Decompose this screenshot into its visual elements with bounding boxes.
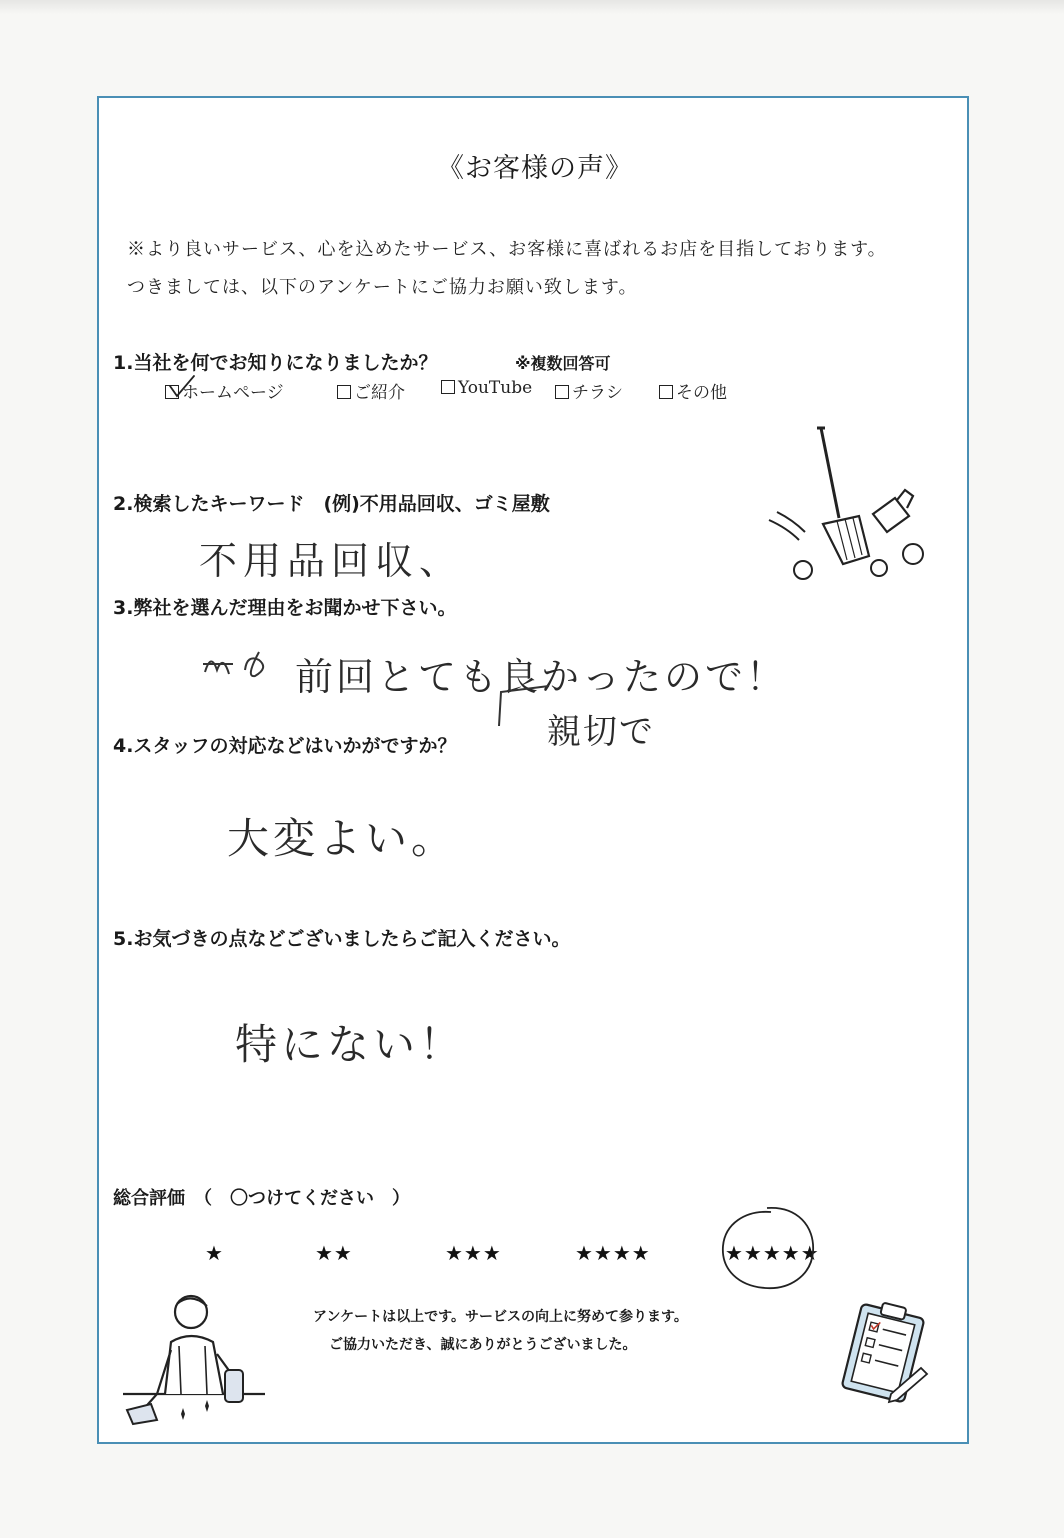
rating-3-stars[interactable]: ★★★	[445, 1241, 502, 1265]
survey-sheet	[97, 96, 969, 1444]
answer-3-insertion[interactable]: 親切で	[547, 712, 655, 752]
closing-line-2: ご協力いただき、誠にありがとうございました。	[329, 1337, 637, 1353]
answer-2-handwritten[interactable]: 不用品回収、	[199, 539, 464, 583]
intro-line-2: つきましては、以下のアンケートにご協力お願い致します。	[127, 277, 638, 298]
answer-5-handwritten[interactable]: 特にない！	[235, 1020, 466, 1069]
checkbox-referral[interactable]	[337, 385, 351, 399]
option-referral[interactable]	[337, 378, 405, 403]
question-3-label: 3.弊社を選んだ理由をお聞かせ下さい。	[113, 597, 457, 619]
question-1-note: ※複数回答可	[515, 354, 611, 373]
intro-line-1: ※より良いサービス、心を込めたサービス、お客様に喜ばれるお店を目指しております。	[127, 239, 887, 260]
option-flyer[interactable]	[555, 378, 623, 403]
option-flyer-label: チラシ	[572, 383, 623, 403]
page-title: 《お客様の声》	[437, 153, 633, 184]
cleaning-staff-icon	[121, 1290, 271, 1430]
question-4-label: 4.スタッフの対応などはいかがですか？	[113, 735, 457, 757]
checkbox-other[interactable]	[659, 385, 673, 399]
rating-2-stars[interactable]: ★★	[315, 1241, 353, 1265]
rating-label: 総合評価 （ 〇つけてください ）	[113, 1188, 410, 1209]
checkbox-youtube[interactable]	[441, 380, 455, 394]
broom-dustpan-icon	[763, 424, 943, 584]
insertion-caret-icon	[493, 684, 553, 728]
scribble-strikeout-icon	[199, 646, 289, 686]
rating-1-star[interactable]: ★	[205, 1241, 224, 1265]
option-referral-label: ご紹介	[354, 383, 405, 403]
rating-5-stars[interactable]: ★★★★★	[725, 1241, 820, 1265]
rating-4-stars[interactable]: ★★★★	[575, 1241, 651, 1265]
question-1-label: 1.当社を何でお知りになりましたか？	[113, 352, 438, 374]
option-other-label: その他	[676, 383, 727, 403]
checkbox-flyer[interactable]	[555, 385, 569, 399]
option-homepage-label: ホームページ	[182, 383, 284, 403]
option-other[interactable]	[659, 378, 727, 403]
option-youtube[interactable]	[441, 378, 532, 398]
option-youtube-label: YouTube	[458, 378, 533, 398]
clipboard-checklist-icon	[833, 1298, 933, 1408]
closing-line-1: アンケートは以上です。サービスの向上に努めて参ります。	[313, 1309, 688, 1325]
answer-3-handwritten[interactable]: 前回とても良かったので！	[295, 655, 788, 699]
question-2-label: 2.検索したキーワード (例)不用品回収、ゴミ屋敷	[113, 493, 550, 515]
check-mark-icon	[167, 374, 197, 400]
selection-circle-icon	[715, 1202, 819, 1294]
question-5-label: 5.お気づきの点などございましたらご記入ください。	[113, 928, 571, 950]
answer-4-handwritten[interactable]: 大変よい。	[227, 814, 458, 863]
scan-edge	[0, 0, 1064, 14]
